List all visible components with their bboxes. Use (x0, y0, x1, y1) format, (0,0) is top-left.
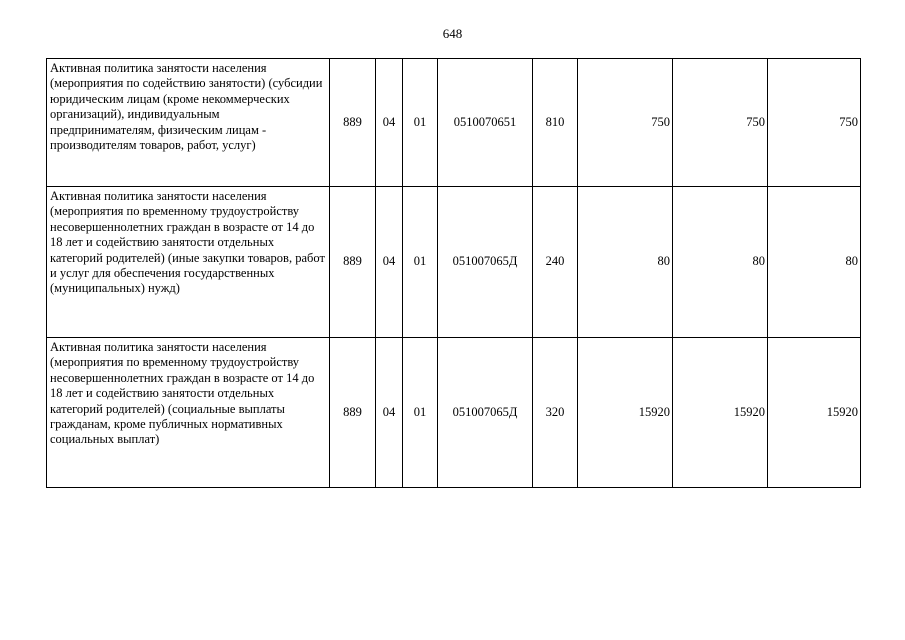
amount-year-1: 80 (578, 187, 673, 338)
expense-type-code: 810 (533, 59, 578, 187)
amount-year-3: 750 (768, 59, 861, 187)
budget-table (46, 58, 861, 488)
ministry-code: 889 (330, 338, 376, 488)
table-row (47, 59, 861, 187)
ministry-code: 889 (330, 59, 376, 187)
section-code: 04 (376, 338, 403, 488)
row-description: Активная политика занятости населения (мероприятия по содействию занятости) (субсидии юридическим лицам (кроме некоммерческих организаций), индивидуальным предпринимателям, физическим лицам - производителям товаров, работ, услуг) (47, 59, 330, 187)
subsection-code: 01 (403, 338, 438, 488)
target-article-code: 051007065Д (438, 187, 533, 338)
table-row (47, 338, 861, 488)
amount-year-2: 15920 (673, 338, 768, 488)
page-number: 648 (442, 26, 463, 41)
ministry-code: 889 (330, 187, 376, 338)
row-description: Активная политика занятости населения (мероприятия по временному трудоустройству несовершеннолетних граждан в возрасте от 14 до 18 лет и содействию занятости отдельных категорий родителей) (иные закупки товаров, работ и услуг для обеспечения государственных (муниципальных) нужд) (47, 187, 330, 338)
table-row (47, 187, 861, 338)
amount-year-3: 15920 (768, 338, 861, 488)
section-code: 04 (376, 59, 403, 187)
target-article-code: 0510070651 (438, 59, 533, 187)
amount-year-2: 80 (673, 187, 768, 338)
expense-type-code: 240 (533, 187, 578, 338)
amount-year-3: 80 (768, 187, 861, 338)
target-article-code: 051007065Д (438, 338, 533, 488)
subsection-code: 01 (403, 187, 438, 338)
expense-type-code: 320 (533, 338, 578, 488)
row-description: Активная политика занятости населения (мероприятия по временному трудоустройству несовершеннолетних граждан в возрасте от 14 до 18 лет и содействию занятости отдельных категорий родителей) (социальные выплаты гражданам, кроме публичных нормативных социальных выплат) (47, 338, 330, 488)
amount-year-1: 15920 (578, 338, 673, 488)
amount-year-2: 750 (673, 59, 768, 187)
amount-year-1: 750 (578, 59, 673, 187)
subsection-code: 01 (403, 59, 438, 187)
section-code: 04 (376, 187, 403, 338)
